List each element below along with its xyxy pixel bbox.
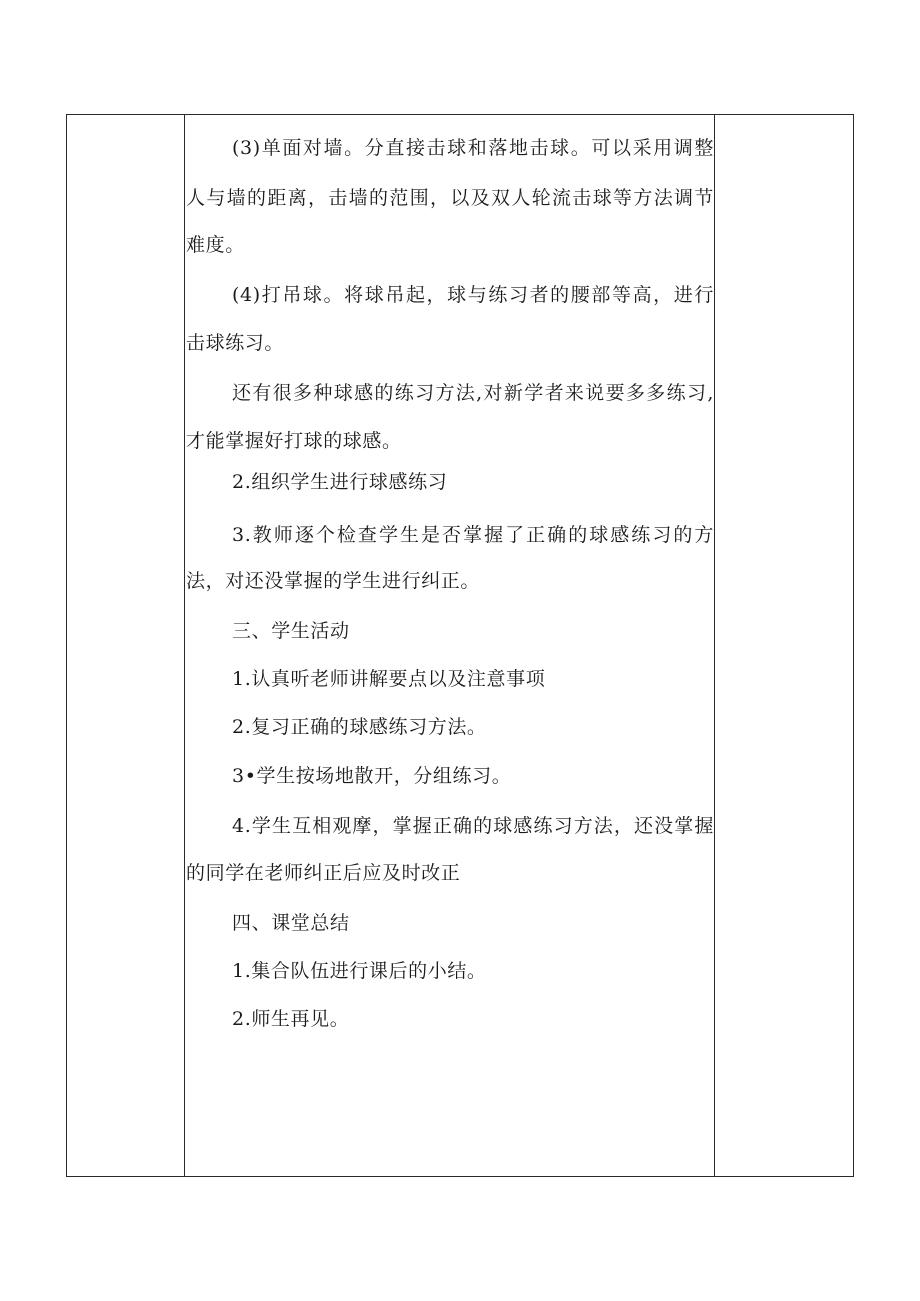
paragraph-line: 3•学生按场地散开，分组练习。 bbox=[232, 765, 512, 787]
paragraph-line: 3.教师逐个检查学生是否掌握了正确的球感练习的方 bbox=[232, 524, 714, 546]
paragraph-line: 还有很多种球感的练习方法,对新学者来说要多多练习, bbox=[232, 382, 714, 404]
paragraph-line: 2.师生再见。 bbox=[232, 1008, 350, 1030]
paragraph-line: 才能掌握好打球的球感。 bbox=[186, 430, 402, 452]
section-heading: 三、学生活动 bbox=[232, 620, 350, 642]
paragraph-line: (3)单面对墙。分直接击球和落地击球。可以采用调整 bbox=[232, 137, 714, 159]
paragraph-line: 2.复习正确的球感练习方法。 bbox=[232, 716, 487, 738]
paragraph-line: 1.集合队伍进行课后的小结。 bbox=[232, 960, 487, 982]
lesson-table bbox=[66, 114, 854, 1177]
section-heading: 四、课堂总结 bbox=[232, 912, 350, 934]
table-column-divider-left bbox=[184, 115, 185, 1176]
paragraph-line: 难度。 bbox=[186, 234, 245, 256]
paragraph-line: 2.组织学生进行球感练习 bbox=[232, 471, 448, 493]
table-column-divider-right bbox=[714, 115, 715, 1176]
paragraph-line: (4)打吊球。将球吊起，球与练习者的腰部等高，进行 bbox=[232, 284, 714, 306]
paragraph-line: 1.认真听老师讲解要点以及注意事项 bbox=[232, 668, 546, 690]
paragraph-line: 人与墙的距离，击墙的范围，以及双人轮流击球等方法调节 bbox=[186, 187, 714, 209]
paragraph-line: 法，对还没掌握的学生进行纠正。 bbox=[186, 570, 481, 592]
paragraph-line: 的同学在老师纠正后应及时改正 bbox=[186, 862, 461, 884]
paragraph-line: 击球练习。 bbox=[186, 332, 285, 354]
paragraph-line: 4.学生互相观摩，掌握正确的球感练习方法，还没掌握 bbox=[232, 815, 714, 837]
